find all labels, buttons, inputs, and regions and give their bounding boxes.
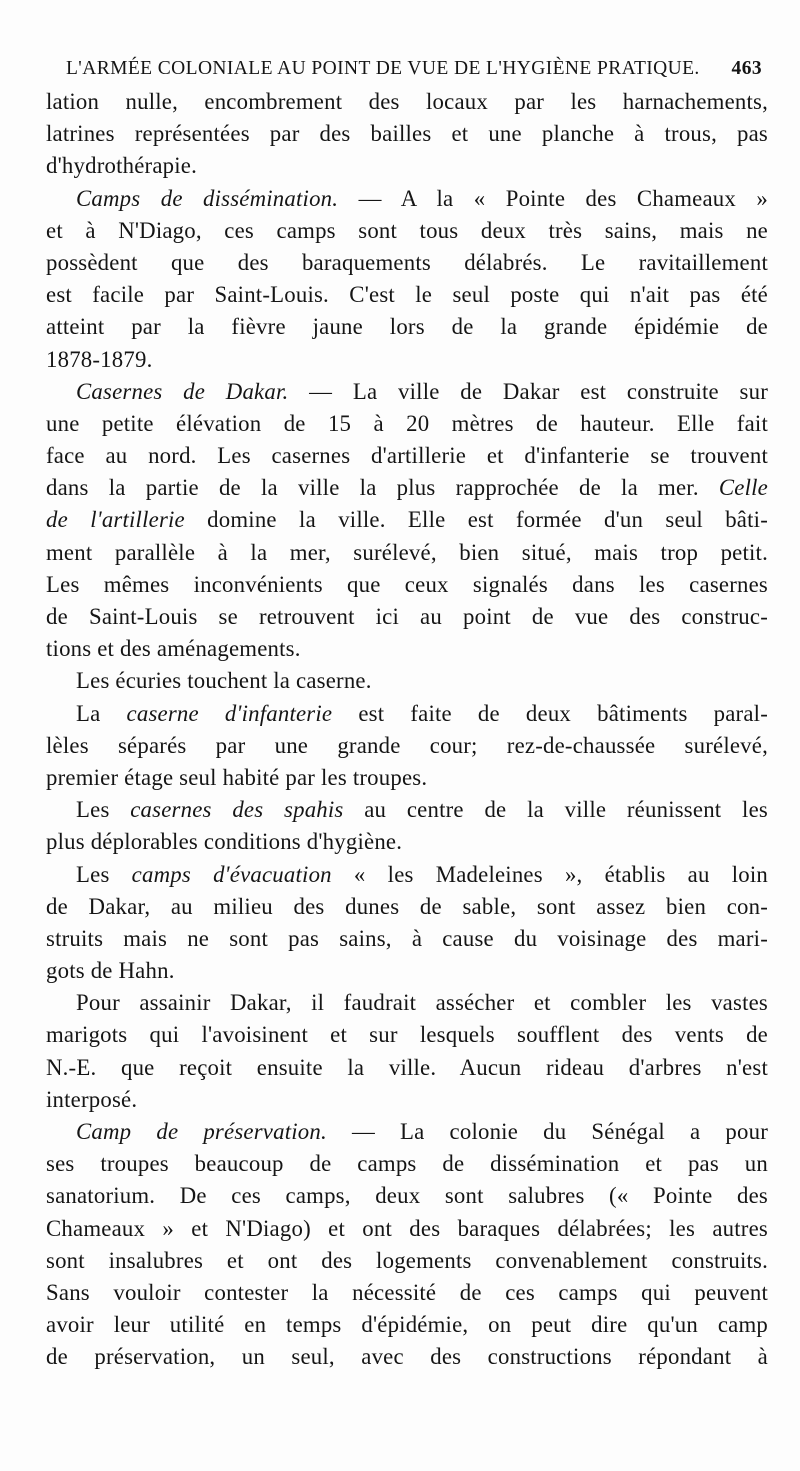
text-segment: interposé.	[46, 1086, 138, 1112]
text-line	[46, 408, 768, 440]
text-line	[46, 923, 768, 955]
running-title: L'ARMÉE COLONIALE AU POINT DE VUE DE L'HYGIÈNE PRATIQUE.	[66, 58, 700, 79]
text-segment: est faite de deux bâtiments paral-	[332, 700, 768, 726]
text-segment: Les	[76, 797, 131, 823]
text-line	[46, 698, 768, 730]
text-segment: — La colonie du Sénégal a pour	[326, 1119, 768, 1144]
italic-text: camps d'évacuation	[131, 861, 332, 887]
text-segment: dans la partie de la ville la plus rapprochée de la mer.	[46, 475, 719, 501]
text-segment: domine la ville. Elle est formée d'un seul bâti-	[184, 507, 768, 533]
text-line	[46, 215, 768, 247]
text-line	[46, 1148, 768, 1180]
italic-text: de l'artillerie	[46, 507, 185, 533]
text-segment: d'hydrothérapie.	[46, 153, 198, 179]
text-line	[46, 730, 768, 762]
text-line	[46, 1341, 768, 1373]
text-line	[46, 344, 768, 376]
text-segment: avoir leur utilité en temps d'épidémie, on peut dire qu'un camp	[46, 1312, 768, 1338]
text-line	[46, 279, 768, 311]
text-line	[46, 955, 768, 987]
text-segment: Les	[76, 861, 132, 887]
text-line	[46, 1245, 768, 1277]
text-line	[46, 1277, 768, 1309]
text-line	[46, 118, 768, 150]
text-segment: La	[76, 700, 127, 726]
text-segment: struits mais ne sont pas sains, à cause du voisinage des mari-	[46, 925, 768, 951]
text-line	[46, 537, 768, 569]
text-segment: plus déplorables conditions d'hygiène.	[46, 829, 403, 855]
text-segment: Pour assainir Dakar, il faudrait assécher et combler les vastes	[76, 990, 768, 1016]
text-segment: marigots qui l'avoisinent et sur lesquels soufflent des vents de	[46, 1022, 768, 1048]
text-segment: de Dakar, au milieu des dunes de sable, sont assez bien con-	[46, 893, 768, 919]
text-line	[46, 86, 768, 118]
text-line	[46, 1084, 768, 1116]
text-line	[46, 859, 768, 891]
text-segment: — La ville de Dakar est construite sur	[288, 378, 768, 404]
text-segment: une petite élévation de 15 à 20 mètres de hauteur. Elle fait	[46, 410, 768, 436]
text-segment: de Saint-Louis se retrouvent ici au point de vue des construc-	[46, 604, 768, 629]
text-segment: lèles séparés par une grande cour; rez-de-chaussée surélevé,	[46, 732, 768, 758]
text-segment: gots de Hahn.	[46, 958, 175, 984]
text-segment: atteint par la fièvre jaune lors de la grande épidémie de	[46, 314, 768, 340]
italic-text: Camps de dissémination.	[76, 185, 339, 211]
text-segment: Sans vouloir contester la nécessité de ces camps qui peuvent	[46, 1279, 768, 1305]
text-line	[46, 311, 768, 343]
text-line	[46, 891, 768, 923]
text-segment: « les Madeleines », établis au loin	[331, 861, 768, 887]
text-line	[46, 247, 768, 279]
text-segment: Chameaux » et N'Diago) et ont des baraques délabrées; les autres	[46, 1215, 768, 1241]
text-line	[46, 601, 768, 633]
text-segment: lation nulle, encombrement des locaux par les harnachements,	[46, 89, 768, 114]
text-segment: latrines représentées par des bailles et une planche à trous, pas	[46, 121, 768, 147]
text-line	[46, 665, 768, 697]
text-line	[46, 183, 768, 215]
text-segment: et à N'Diago, ces camps sont tous deux très sains, mais ne	[46, 217, 768, 243]
page-header	[66, 58, 766, 84]
text-line	[46, 762, 768, 794]
text-line	[46, 1309, 768, 1341]
italic-text: Camp de préservation.	[76, 1119, 327, 1144]
text-line	[46, 1052, 768, 1084]
text-line	[46, 987, 768, 1019]
text-segment: face au nord. Les casernes d'artillerie et d'infanterie se trouvent	[46, 443, 768, 469]
text-line	[46, 794, 768, 826]
text-line	[46, 504, 768, 536]
text-line	[46, 150, 768, 182]
text-line	[46, 1213, 768, 1245]
italic-text: caserne d'infanterie	[126, 700, 333, 726]
text-segment: ment parallèle à la mer, surélevé, bien situé, mais trop petit.	[46, 539, 768, 565]
text-segment: sanatorium. De ces camps, deux sont salubres (« Pointe des	[46, 1183, 768, 1209]
text-line	[46, 1180, 768, 1212]
italic-text: Celle	[718, 475, 768, 501]
text-segment: au centre de la ville réunissent les	[343, 797, 768, 823]
text-line	[46, 440, 768, 472]
text-line	[46, 376, 768, 408]
text-segment: 1878-1879.	[46, 346, 153, 372]
text-segment: premier étage seul habité par les troupes.	[46, 764, 428, 790]
text-segment: tions et des aménagements.	[46, 636, 301, 662]
text-line	[46, 826, 768, 858]
text-segment: Les mêmes inconvénients que ceux signalés dans les casernes	[46, 571, 768, 597]
text-segment: possèdent que des baraquements délabrés. Le ravitaillement	[46, 249, 768, 275]
text-segment: — A la « Pointe des Chameaux »	[338, 185, 768, 211]
text-line	[46, 569, 768, 601]
text-segment: ses troupes beaucoup de camps de dissémination et pas un	[46, 1151, 768, 1177]
text-segment: N.-E. que reçoit ensuite la ville. Aucun rideau d'arbres n'est	[46, 1054, 768, 1080]
text-line	[46, 633, 768, 665]
text-segment: de préservation, un seul, avec des constructions répondant à	[46, 1344, 768, 1370]
italic-text: Casernes de Dakar.	[76, 378, 289, 404]
text-segment: sont insalubres et ont des logements convenablement construits.	[46, 1247, 768, 1273]
text-line	[46, 1019, 768, 1051]
text-segment: Les écuries touchent la caserne.	[76, 668, 372, 694]
text-line	[46, 1116, 768, 1148]
body-text	[46, 86, 768, 1374]
text-line	[46, 472, 768, 504]
page-number: 463	[731, 58, 762, 79]
italic-text: casernes des spahis	[130, 797, 344, 823]
text-segment: est facile par Saint-Louis. C'est le seul poste qui n'ait pas été	[46, 282, 768, 308]
